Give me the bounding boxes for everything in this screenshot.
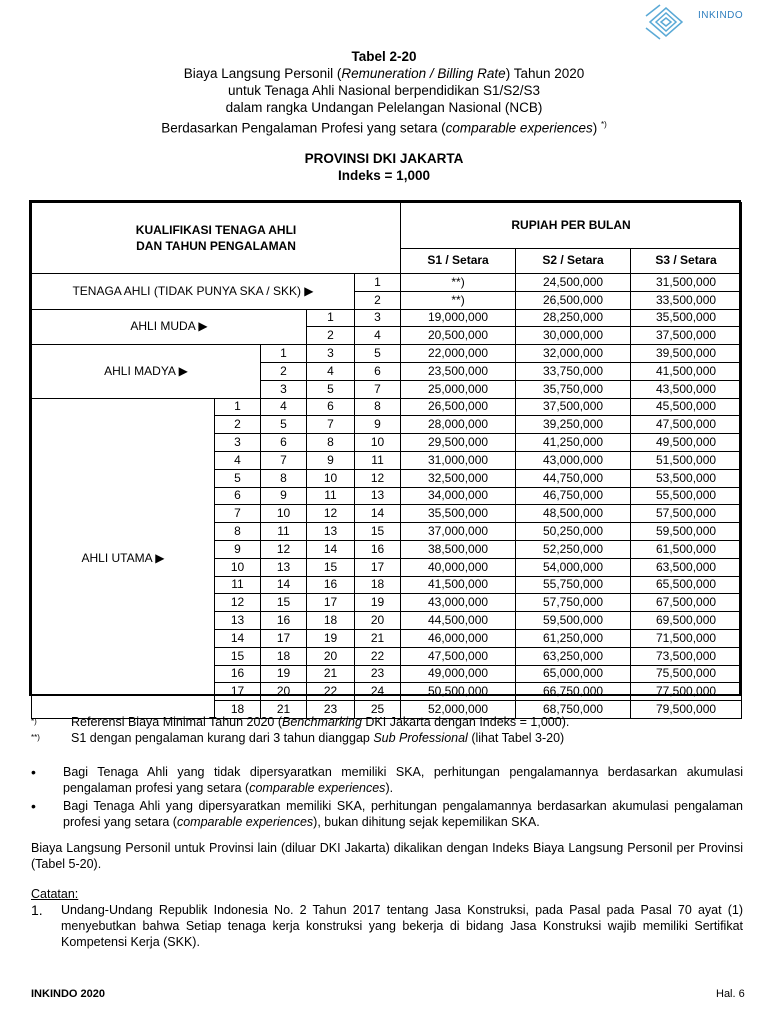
- year-tenaga-ahli: 24: [355, 683, 401, 701]
- province-heading: [0, 150, 768, 184]
- footnote-2: **) S1 dengan pengalaman kurang dari 3 tahun dianggap Sub Professional (lihat Tabel 3-20): [31, 731, 565, 745]
- table-row: [32, 398, 742, 416]
- rate-s1: 19,000,000: [401, 309, 516, 327]
- year-muda: 5: [307, 380, 355, 398]
- rate-s3: 61,500,000: [631, 540, 742, 558]
- rate-table: [31, 202, 742, 719]
- year-tenaga-ahli: 8: [355, 398, 401, 416]
- year-madya: 20: [261, 683, 307, 701]
- year-tenaga-ahli: 11: [355, 451, 401, 469]
- rate-s3: 35,500,000: [631, 309, 742, 327]
- rate-s1: 22,000,000: [401, 345, 516, 363]
- rate-s1: 52,000,000: [401, 701, 516, 719]
- rate-s3: 53,500,000: [631, 469, 742, 487]
- rate-s1: **): [401, 274, 516, 292]
- rate-s2: 50,250,000: [516, 523, 631, 541]
- year-madya: 16: [261, 612, 307, 630]
- year-muda: 4: [307, 362, 355, 380]
- rate-s3: 71,500,000: [631, 629, 742, 647]
- year-utama: 14: [215, 629, 261, 647]
- year-madya: 18: [261, 647, 307, 665]
- rate-s2: 43,000,000: [516, 451, 631, 469]
- province-index: Indeks = 1,000: [338, 168, 430, 183]
- year-tenaga-ahli: 9: [355, 416, 401, 434]
- year-tenaga-ahli: 14: [355, 505, 401, 523]
- rate-s2: 44,750,000: [516, 469, 631, 487]
- year-utama: 17: [215, 683, 261, 701]
- logo-text: INKINDO: [698, 10, 744, 21]
- year-tenaga-ahli: 20: [355, 612, 401, 630]
- province-name: PROVINSI DKI JAKARTA: [304, 151, 464, 166]
- year-tenaga-ahli: 7: [355, 380, 401, 398]
- rate-s1: 25,000,000: [401, 380, 516, 398]
- rate-s1: 20,500,000: [401, 327, 516, 345]
- year-muda: 8: [307, 434, 355, 452]
- year-muda: 13: [307, 523, 355, 541]
- year-madya: 11: [261, 523, 307, 541]
- rate-s1: 44,500,000: [401, 612, 516, 630]
- bullet-item-2: • Bagi Tenaga Ahli yang dipersyaratkan memiliki SKA, perhitungan pengalamannya berdasarkan akumulasi pengalaman profesi yang setara (comparable experiences), bukan dihitung sejak kepemilikan SKA.: [31, 798, 743, 829]
- bullet-list: [31, 764, 743, 832]
- year-madya: 3: [261, 380, 307, 398]
- table-row: [32, 309, 742, 327]
- year-madya: 21: [261, 701, 307, 719]
- rate-s1: 37,000,000: [401, 523, 516, 541]
- rate-s1: 29,500,000: [401, 434, 516, 452]
- rate-s2: 63,250,000: [516, 647, 631, 665]
- arrow-right-icon: ▶: [195, 319, 208, 334]
- year-utama: 1: [215, 398, 261, 416]
- rate-s3: 59,500,000: [631, 523, 742, 541]
- year-tenaga-ahli: 13: [355, 487, 401, 505]
- year-muda: 23: [307, 701, 355, 719]
- group-ahli-muda: AHLI MUDA ▶: [32, 309, 307, 345]
- year-muda: 7: [307, 416, 355, 434]
- rate-s1: 26,500,000: [401, 398, 516, 416]
- rate-s3: 69,500,000: [631, 612, 742, 630]
- title-line-5: Berdasarkan Pengalaman Profesi yang setara (comparable experiences) *): [161, 120, 607, 136]
- rate-s3: 41,500,000: [631, 362, 742, 380]
- year-utama: 11: [215, 576, 261, 594]
- year-madya: 12: [261, 540, 307, 558]
- catatan-heading: Catatan:: [31, 887, 79, 901]
- year-utama: 8: [215, 523, 261, 541]
- rate-s2: 37,500,000: [516, 398, 631, 416]
- year-madya: 5: [261, 416, 307, 434]
- rate-s3: 51,500,000: [631, 451, 742, 469]
- year-madya: 13: [261, 558, 307, 576]
- year-tenaga-ahli: 12: [355, 469, 401, 487]
- rate-s3: 33,500,000: [631, 291, 742, 309]
- year-utama: 4: [215, 451, 261, 469]
- year-tenaga-ahli: 16: [355, 540, 401, 558]
- rate-s1: 35,500,000: [401, 505, 516, 523]
- rate-s3: 49,500,000: [631, 434, 742, 452]
- rate-s3: 75,500,000: [631, 665, 742, 683]
- year-muda: 16: [307, 576, 355, 594]
- rate-s1: 43,000,000: [401, 594, 516, 612]
- header-s3: S3 / Setara: [631, 248, 742, 273]
- rate-s2: 59,500,000: [516, 612, 631, 630]
- year-utama: 3: [215, 434, 261, 452]
- year-tenaga-ahli: 25: [355, 701, 401, 719]
- rate-s2: 55,750,000: [516, 576, 631, 594]
- rate-s2: 39,250,000: [516, 416, 631, 434]
- rate-s3: 47,500,000: [631, 416, 742, 434]
- inkindo-logo: [642, 2, 742, 42]
- year-utama: 2: [215, 416, 261, 434]
- page-number: Hal. 6: [716, 988, 745, 1000]
- year-madya: 14: [261, 576, 307, 594]
- rate-s2: 30,000,000: [516, 327, 631, 345]
- year-utama: 12: [215, 594, 261, 612]
- year-utama: 16: [215, 665, 261, 683]
- rate-s2: 46,750,000: [516, 487, 631, 505]
- footer-brand: INKINDO 2020: [31, 988, 105, 1000]
- year-madya: 19: [261, 665, 307, 683]
- rate-s2: 54,000,000: [516, 558, 631, 576]
- year-muda: 6: [307, 398, 355, 416]
- rate-s2: 24,500,000: [516, 274, 631, 292]
- year-tenaga-ahli: 17: [355, 558, 401, 576]
- year-utama: 10: [215, 558, 261, 576]
- year-tenaga-ahli: 18: [355, 576, 401, 594]
- table-number: Tabel 2-20: [351, 49, 417, 64]
- rate-s2: 52,250,000: [516, 540, 631, 558]
- rate-s3: 79,500,000: [631, 701, 742, 719]
- rate-s1: 32,500,000: [401, 469, 516, 487]
- rate-s3: 39,500,000: [631, 345, 742, 363]
- year-muda: 17: [307, 594, 355, 612]
- rate-s2: 32,000,000: [516, 345, 631, 363]
- rate-s2: 48,500,000: [516, 505, 631, 523]
- rate-s2: 26,500,000: [516, 291, 631, 309]
- rate-s2: 61,250,000: [516, 629, 631, 647]
- year-tenaga-ahli: 5: [355, 345, 401, 363]
- year-utama: 18: [215, 701, 261, 719]
- year-utama: 13: [215, 612, 261, 630]
- year-tenaga-ahli: 22: [355, 647, 401, 665]
- rate-s3: 57,500,000: [631, 505, 742, 523]
- year-madya: 10: [261, 505, 307, 523]
- catatan-section: [31, 886, 743, 950]
- catatan-item-1: 1. Undang-Undang Republik Indonesia No. 2 Tahun 2017 tentang Jasa Konstruksi, pada Pasal pada Pasal 70 ayat (1) menyebutkan bahwa Setiap tenaga kerja konstruksi yang bekerja di bidang Jasa Konstruksi wajib memiliki Sertifikat Kompetensi Kerja (SKK).: [31, 902, 743, 949]
- title-line-4: dalam rangka Undangan Pelelangan Nasional (NCB): [225, 100, 543, 115]
- year-tenaga-ahli: 15: [355, 523, 401, 541]
- year-madya: 2: [261, 362, 307, 380]
- rate-s3: 45,500,000: [631, 398, 742, 416]
- year-tenaga-ahli: 1: [355, 274, 401, 292]
- year-utama: 7: [215, 505, 261, 523]
- rate-s1: **): [401, 291, 516, 309]
- arrow-right-icon: ▶: [300, 283, 314, 298]
- year-madya: 9: [261, 487, 307, 505]
- rate-s3: 63,500,000: [631, 558, 742, 576]
- year-madya: 4: [261, 398, 307, 416]
- index-paragraph: Biaya Langsung Personil untuk Provinsi lain (diluar DKI Jakarta) dikalikan dengan Indeks Biaya Langsung Personil per Provinsi (Tabel 5-20).: [31, 841, 743, 871]
- bullet-icon: •: [31, 798, 36, 814]
- rate-s3: 55,500,000: [631, 487, 742, 505]
- header-s2: S2 / Setara: [516, 248, 631, 273]
- year-muda: 14: [307, 540, 355, 558]
- header-rupiah: RUPIAH PER BULAN: [401, 203, 742, 249]
- rate-s1: 49,000,000: [401, 665, 516, 683]
- rate-s1: 38,500,000: [401, 540, 516, 558]
- year-madya: 7: [261, 451, 307, 469]
- rate-s3: 67,500,000: [631, 594, 742, 612]
- year-muda: 21: [307, 665, 355, 683]
- bullet-icon: •: [31, 764, 36, 780]
- footnote-1: *) Referensi Biaya Minimal Tahun 2020 (Benchmarking DKI Jakarta dengan Indeks = 1,000).: [31, 715, 570, 729]
- group-ahli-madya: AHLI MADYA ▶: [32, 345, 261, 398]
- title-line-3: untuk Tenaga Ahli Nasional berpendidikan S1/S2/S3: [228, 83, 540, 98]
- year-madya: 17: [261, 629, 307, 647]
- year-muda: 3: [307, 345, 355, 363]
- rate-s3: 37,500,000: [631, 327, 742, 345]
- table-header-row-1: [32, 203, 742, 249]
- table-row: [32, 345, 742, 363]
- footnotes: [31, 714, 569, 746]
- rate-s3: 43,500,000: [631, 380, 742, 398]
- group-tenaga-ahli: TENAGA AHLI (TIDAK PUNYA SKA / SKK) ▶: [32, 274, 355, 310]
- year-tenaga-ahli: 10: [355, 434, 401, 452]
- year-muda: 10: [307, 469, 355, 487]
- rate-s3: 73,500,000: [631, 647, 742, 665]
- rate-s1: 47,500,000: [401, 647, 516, 665]
- year-madya: 1: [261, 345, 307, 363]
- year-utama: 9: [215, 540, 261, 558]
- title-line-2: Biaya Langsung Personil (Remuneration / Billing Rate) Tahun 2020: [183, 66, 585, 81]
- rate-s1: 28,000,000: [401, 416, 516, 434]
- year-utama: 5: [215, 469, 261, 487]
- rate-s3: 77,500,000: [631, 683, 742, 701]
- rate-s1: 46,000,000: [401, 629, 516, 647]
- year-utama: 15: [215, 647, 261, 665]
- group-ahli-utama: AHLI UTAMA ▶: [32, 398, 215, 718]
- header-s1: S1 / Setara: [401, 248, 516, 273]
- rate-s2: 35,750,000: [516, 380, 631, 398]
- year-muda: 1: [307, 309, 355, 327]
- year-muda: 22: [307, 683, 355, 701]
- year-tenaga-ahli: 2: [355, 291, 401, 309]
- rate-s2: 33,750,000: [516, 362, 631, 380]
- rate-s2: 65,000,000: [516, 665, 631, 683]
- rate-s1: 23,500,000: [401, 362, 516, 380]
- year-madya: 15: [261, 594, 307, 612]
- year-madya: 8: [261, 469, 307, 487]
- rate-s1: 40,000,000: [401, 558, 516, 576]
- year-tenaga-ahli: 23: [355, 665, 401, 683]
- rate-s3: 65,500,000: [631, 576, 742, 594]
- rate-s1: 50,500,000: [401, 683, 516, 701]
- year-utama: 6: [215, 487, 261, 505]
- year-muda: 19: [307, 629, 355, 647]
- rate-s1: 34,000,000: [401, 487, 516, 505]
- header-qualification: KUALIFIKASI TENAGA AHLI DAN TAHUN PENGALAMAN: [32, 203, 401, 274]
- year-muda: 12: [307, 505, 355, 523]
- year-muda: 2: [307, 327, 355, 345]
- year-madya: 6: [261, 434, 307, 452]
- year-tenaga-ahli: 3: [355, 309, 401, 327]
- rate-s1: 41,500,000: [401, 576, 516, 594]
- rate-s2: 57,750,000: [516, 594, 631, 612]
- year-muda: 11: [307, 487, 355, 505]
- document-title: [0, 48, 768, 137]
- year-muda: 15: [307, 558, 355, 576]
- rate-s2: 41,250,000: [516, 434, 631, 452]
- year-tenaga-ahli: 21: [355, 629, 401, 647]
- rate-s2: 68,750,000: [516, 701, 631, 719]
- year-tenaga-ahli: 6: [355, 362, 401, 380]
- arrow-right-icon: ▶: [151, 550, 165, 565]
- rate-s1: 31,000,000: [401, 451, 516, 469]
- year-tenaga-ahli: 19: [355, 594, 401, 612]
- table-row: [32, 274, 742, 292]
- year-muda: 20: [307, 647, 355, 665]
- rate-s2: 28,250,000: [516, 309, 631, 327]
- year-muda: 9: [307, 451, 355, 469]
- arrow-right-icon: ▶: [175, 363, 188, 378]
- year-tenaga-ahli: 4: [355, 327, 401, 345]
- rate-s2: 66,750,000: [516, 683, 631, 701]
- year-muda: 18: [307, 612, 355, 630]
- bullet-item-1: • Bagi Tenaga Ahli yang tidak dipersyaratkan memiliki SKA, perhitungan pengalamannya berdasarkan akumulasi pengalaman profesi yang setara (comparable experiences).: [31, 764, 743, 795]
- rate-s3: 31,500,000: [631, 274, 742, 292]
